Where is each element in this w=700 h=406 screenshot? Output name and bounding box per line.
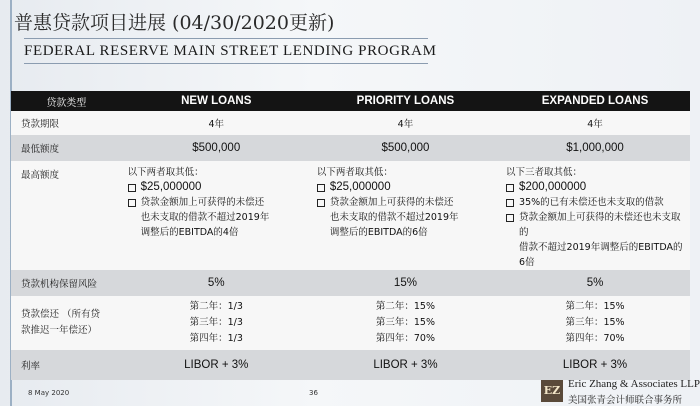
max-expanded-amount: $200,000000 [519,181,587,193]
divider-top [24,38,428,39]
page-subtitle: FEDERAL RESERVE MAIN STREET LENDING PROGRAM [24,43,437,59]
checkbox-icon [128,199,136,207]
page-number: 36 [309,389,318,397]
repay-label-l2: 款推迟一年偿还） [21,325,98,336]
min-priority: $500,000 [311,135,500,161]
loan-comparison-table [11,91,690,380]
term-priority: 4年 [311,111,500,135]
header-expanded-loans: EXPANDED LOANS [500,91,690,111]
checkbox-icon [506,214,514,222]
max-expanded-cond3-l1: 贷款金额加上可获得的未偿还也未支取的 [519,212,681,238]
table-row-repay [11,296,690,350]
firm-name-cn: 美国张青会计师联合事务所 [568,395,683,406]
retention-expanded: 5% [500,270,690,296]
repay-priority-y4: 第四年：70% [375,333,435,344]
table-row-max [11,161,690,270]
checkbox-icon [317,184,325,192]
rate-priority: LIBOR + 3% [311,350,500,380]
max-priority-amount: $25,000000 [329,181,391,193]
min-expanded: $1,000,000 [500,135,690,161]
checkbox-icon [128,184,136,192]
checkbox-icon [506,199,514,207]
checkbox-icon [317,199,325,207]
repay-new-y4: 第四年：1/3 [189,333,243,344]
table-header-row [11,91,690,111]
term-new: 4年 [122,111,311,135]
repay-priority-y3: 第三年：15% [375,317,435,328]
max-expanded-intro: 以下三者取其低： [506,167,583,178]
rate-new: LIBOR + 3% [122,350,311,380]
row-label-min: 最低额度 [11,135,122,161]
row-label-rate: 利率 [11,350,122,380]
max-new-cond-l3: 调整后的EBITDA的4倍 [140,227,239,238]
repay-new-y2: 第二年：1/3 [189,301,243,312]
retention-priority: 15% [311,270,500,296]
repay-expanded-y4: 第四年：70% [565,333,625,344]
max-new-intro: 以下两者取其低： [127,167,204,178]
repay-expanded-y3: 第三年：15% [565,317,625,328]
table-row-retention [11,270,690,296]
divider-bottom [24,63,428,64]
row-label-retention: 贷款机构保留风险 [11,270,122,296]
header-loan-type: 贷款类型 [11,91,122,111]
min-new: $500,000 [122,135,311,161]
header-new-loans: NEW LOANS [122,91,311,111]
max-new [122,161,311,270]
firm-name-en: Eric Zhang & Associates LLP [568,378,700,390]
term-expanded: 4年 [500,111,690,135]
firm-logo: EZ [541,380,563,402]
repay-expanded-y2: 第二年：15% [565,301,625,312]
checkbox-icon [506,184,514,192]
max-priority-cond-l2: 也未支取的借款不超过2019年 [329,212,459,223]
max-expanded [500,161,690,270]
max-new-cond-l1: 贷款金额加上可获得的未偿还 [140,197,265,208]
repay-priority [311,296,500,350]
row-label-term: 贷款期限 [11,111,122,135]
repay-expanded [500,296,690,350]
repay-priority-y2: 第二年：15% [375,301,435,312]
row-label-max: 最高额度 [11,161,122,270]
header-priority-loans: PRIORITY LOANS [311,91,500,111]
row-label-repay [11,296,122,350]
max-priority-cond-l3: 调整后的EBITDA的6倍 [329,227,428,238]
max-priority-intro: 以下两者取其低： [316,167,393,178]
max-priority-cond-l1: 贷款金额加上可获得的未偿还 [329,197,454,208]
table-row-min [11,135,690,161]
max-priority [311,161,500,270]
table-row-term [11,111,690,135]
table-row-rate [11,350,690,380]
page-title: 普惠贷款项目进展 (04/30/2020更新) [14,12,335,34]
rate-expanded: LIBOR + 3% [500,350,690,380]
max-expanded-cond3-l2: 借款不超过2019年调整后的EBITDA的6倍 [519,242,683,268]
max-new-amount: $25,000000 [140,181,202,193]
footer-date: 8 May 2020 [28,389,70,397]
repay-new-y3: 第三年：1/3 [189,317,243,328]
max-expanded-cond2: 35%的已有未偿还也未支取的借款 [519,197,664,208]
retention-new: 5% [122,270,311,296]
repay-label-l1: 贷款偿还 （所有贷 [21,309,101,320]
max-new-cond-l2: 也未支取的借款不超过2019年 [140,212,270,223]
repay-new [122,296,311,350]
